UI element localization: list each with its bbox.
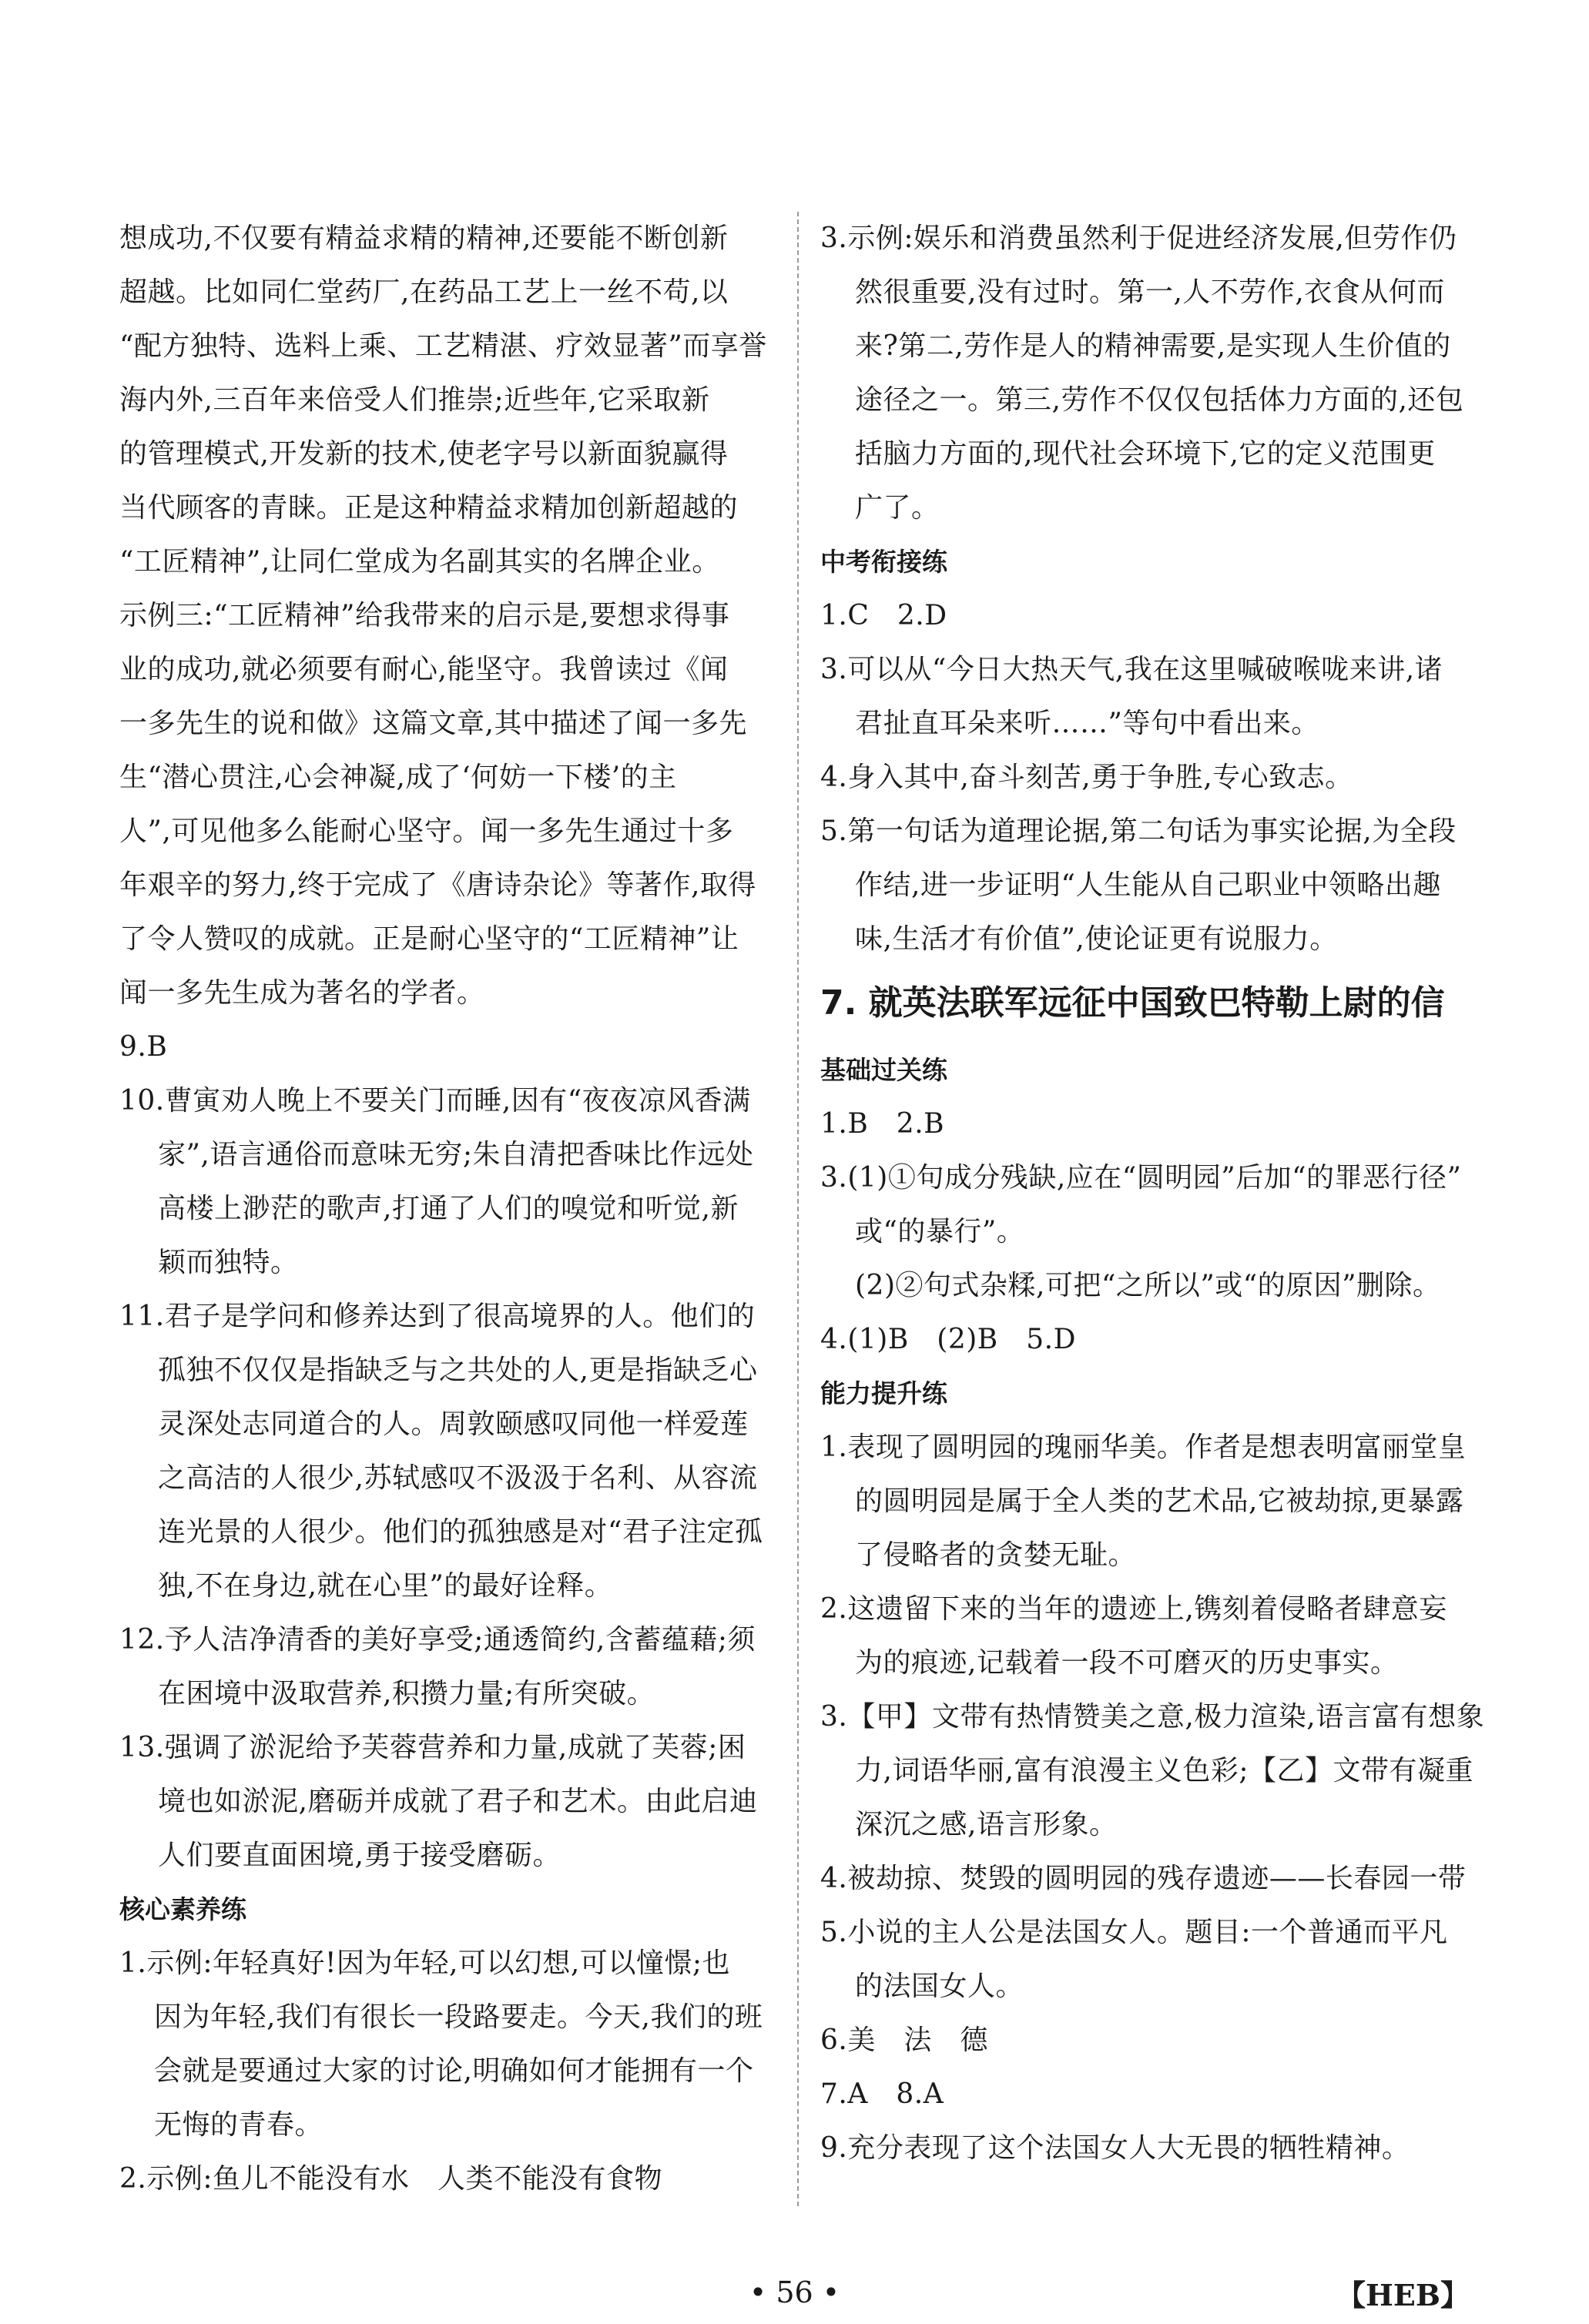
text-line: 了侵略者的贪婪无耻。 (855, 1539, 1137, 1571)
text-line: 为的痕迹,记载着一段不可磨灭的历史事实。 (855, 1647, 1399, 1679)
text-line: 的管理模式,开发新的技术,使老字号以新面貌赢得 (119, 438, 729, 470)
answer-11: 11.君子是学问和修养达到了很高境界的人。他们的 (119, 1301, 756, 1332)
answer-exam-5: 5.第一句话为道理论据,第二句话为事实论据,为全段 (820, 815, 1457, 847)
text-line: 味,生活才有价值”,使论证更有说服力。 (855, 923, 1338, 955)
text-line: 一多先生的说和做》这篇文章,其中描述了闻一多先 (119, 708, 747, 739)
text-line: 境也如淤泥,磨砺并成就了君子和艺术。由此启迪 (158, 1786, 758, 1817)
answer-12: 12.予人洁净清香的美好享受;通透简约,含蓄蕴藉;须 (119, 1624, 756, 1656)
answer-ability-4: 4.被劫掠、焚毁的圆明园的残存遗迹——长春园一带 (820, 1863, 1467, 1894)
column-divider (797, 212, 799, 2206)
edition-code: 【HEB】 (1336, 2278, 1470, 2312)
text-line: 当代顾客的青睐。正是这种精益求精加创新超越的 (119, 492, 739, 524)
answer-ability-9: 9.充分表现了这个法国女人大无畏的牺牲精神。 (820, 2132, 1410, 2164)
text-line: 想成功,不仅要有精益求精的精神,还要能不断创新 (119, 223, 729, 254)
right-column (820, 212, 1485, 2175)
text-line: 的法国女人。 (855, 1971, 1024, 2002)
text-line: 连光景的人很少。他们的孤独感是对“君子注定孤 (158, 1516, 763, 1548)
text-line: 的圆明园是属于全人类的艺术品,它被劫掠,更暴露 (855, 1485, 1464, 1517)
answer-exam-4: 4.身入其中,奋斗刻苦,勇于争胜,专心致志。 (820, 762, 1353, 793)
answer-exam-1: 1.C 2.D (820, 600, 947, 631)
text-line: 深沉之感,语言形象。 (855, 1809, 1118, 1840)
answer-ability-2: 2.这遗留下来的当年的遗迹上,镌刻着侵略者肆意妄 (820, 1593, 1447, 1625)
text-line: 颖而独特。 (158, 1247, 299, 1278)
text-line: 因为年轻,我们有很长一段路要走。今天,我们的班 (154, 2001, 763, 2033)
text-line: 力,词语华丽,富有浪漫主义色彩;【乙】文带有凝重 (855, 1755, 1474, 1787)
section-heading-basic: 基础过关练 (820, 1055, 947, 1085)
text-line: 超越。比如同仁堂药厂,在药品工艺上一丝不苟,以 (119, 276, 729, 308)
text-line: 家”,语言通俗而意味无穷;朱自清把香味比作远处 (158, 1139, 754, 1170)
answer-ability-5: 5.小说的主人公是法国女人。题目:一个普通而平凡 (820, 1917, 1448, 1948)
text-line: (2)②句式杂糅,可把“之所以”或“的原因”删除。 (855, 1270, 1441, 1301)
answer-basic-3: 3.(1)①句成分残缺,应在“圆明园”后加“的罪恶行径” (820, 1162, 1462, 1194)
text-line: 闻一多先生成为著名的学者。 (119, 977, 485, 1009)
text-line: 来?第二,劳作是人的精神需要,是实现人生价值的 (855, 330, 1451, 362)
text-line: 业的成功,就必须要有耐心,能坚守。我曾读过《闻 (119, 654, 729, 685)
page-number: • 56 • (749, 2275, 840, 2309)
text-line: 示例三:“工匠精神”给我带来的启示是,要想求得事 (119, 600, 730, 631)
text-line: 人们要直面困境,勇于接受磨砺。 (158, 1840, 561, 1871)
answer-10: 10.曹寅劝人晚上不要关门而睡,因有“夜夜凉风香满 (119, 1085, 751, 1117)
text-line: 途径之一。第三,劳作不仅仅包括体力方面的,还包 (855, 384, 1464, 416)
chapter-title: 7. 就英法联军远征中国致巴特勒上尉的信 (820, 983, 1445, 1023)
answer-core-3: 3.示例:娱乐和消费虽然利于促进经济发展,但劳作仍 (820, 223, 1457, 254)
text-line: 海内外,三百年来倍受人们推崇;近些年,它采取新 (119, 384, 710, 416)
answer-exam-3: 3.可以从“今日大热天气,我在这里喊破喉咙来讲,诸 (820, 654, 1443, 685)
answer-ability-3: 3.【甲】文带有热情赞美之意,极力渲染,语言富有想象 (820, 1701, 1485, 1733)
section-heading-exam: 中考衔接练 (820, 547, 947, 577)
text-line: 在困境中汲取营养,积攒力量;有所突破。 (158, 1678, 655, 1710)
text-line: 灵深处志同道合的人。周敦颐感叹同他一样爱莲 (158, 1408, 749, 1440)
text-line: 或“的暴行”。 (855, 1216, 1025, 1247)
answer-ability-1: 1.表现了圆明园的瑰丽华美。作者是想表明富丽堂皇 (820, 1432, 1467, 1463)
answer-core-2: 2.示例:鱼儿不能没有水 人类不能没有食物 (119, 2163, 662, 2195)
text-line: “配方独特、选料上乘、工艺精湛、疗效显著”而享誉 (119, 330, 767, 362)
text-line: 人”,可见他多么能耐心坚守。闻一多先生通过十多 (119, 815, 734, 847)
text-line: 之高洁的人很少,苏轼感叹不汲汲于名利、从容流 (158, 1462, 758, 1494)
answer-ability-6: 6.美 法 德 (820, 2024, 988, 2056)
text-line: 会就是要通过大家的讨论,明确如何才能拥有一个 (154, 2055, 754, 2087)
answer-basic-1: 1.B 2.B (820, 1108, 945, 1140)
text-line: 了令人赞叹的成就。正是耐心坚守的“工匠精神”让 (119, 923, 739, 955)
text-line: 孤独不仅仅是指缺乏与之共处的人,更是指缺乏心 (158, 1355, 758, 1386)
answer-9: 9.B (119, 1031, 168, 1063)
text-line: 作结,进一步证明“人生能从自己职业中领略出趣 (855, 869, 1441, 901)
text-line: 生“潜心贯注,心会神凝,成了‘何妨一下楼’的主 (119, 762, 677, 793)
answer-13: 13.强调了淤泥给予芙蓉营养和力量,成就了芙蓉;困 (119, 1732, 746, 1763)
section-heading-ability: 能力提升练 (820, 1378, 947, 1408)
text-line: 无悔的青春。 (154, 2109, 323, 2141)
text-line: 独,不在身边,就在心里”的最好诠释。 (158, 1570, 613, 1602)
answer-core-1: 1.示例:年轻真好!因为年轻,可以幻想,可以憧憬;也 (119, 1947, 730, 1979)
section-heading-core: 核心素养练 (119, 1894, 246, 1924)
text-line: 括脑力方面的,现代社会环境下,它的定义范围更 (855, 438, 1436, 470)
text-line: 广了。 (855, 492, 940, 524)
left-column (119, 212, 782, 2206)
text-line: “工匠精神”,让同仁堂成为名副其实的名牌企业。 (119, 546, 720, 578)
text-line: 高楼上渺茫的歌声,打通了人们的嗅觉和听觉,新 (158, 1193, 739, 1224)
answer-basic-4: 4.(1)B (2)B 5.D (820, 1324, 1076, 1355)
answer-ability-7: 7.A 8.A (820, 2078, 944, 2110)
text-line: 君扯直耳朵来听……”等句中看出来。 (855, 708, 1319, 739)
text-line: 然很重要,没有过时。第一,人不劳作,衣食从何而 (855, 276, 1445, 308)
text-line: 年艰辛的努力,终于完成了《唐诗杂论》等著作,取得 (119, 869, 756, 901)
